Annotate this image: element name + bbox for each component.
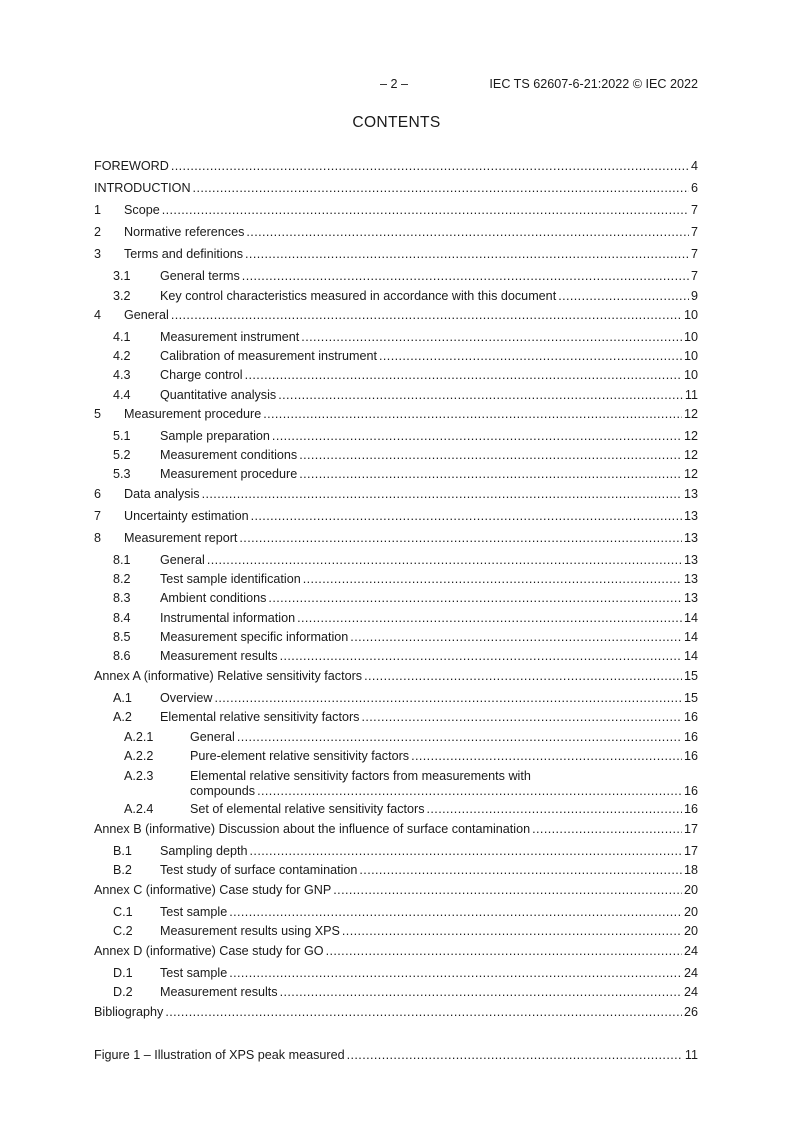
dot-leader <box>342 923 682 939</box>
dot-leader <box>242 268 689 284</box>
dot-leader <box>268 590 682 606</box>
toc-entry-number: D.2 <box>113 985 133 999</box>
toc-entry-page: 24 <box>683 985 698 999</box>
toc-entry-page: 7 <box>690 269 698 283</box>
toc-entry-page: 10 <box>683 308 698 322</box>
dot-leader <box>361 709 682 725</box>
dot-leader <box>245 367 682 383</box>
dot-leader <box>379 348 682 364</box>
toc-entry[interactable] <box>94 508 698 524</box>
toc-entry-title: Elemental relative sensitivity factors from measurements with <box>190 769 531 783</box>
dot-leader <box>272 428 682 444</box>
toc-entry[interactable] <box>94 923 698 939</box>
toc-entry-title: Key control characteristics measured in accordance with this document <box>160 289 557 303</box>
toc-entry-page: 10 <box>683 368 698 382</box>
toc-entry-number: 5 <box>94 407 102 421</box>
dot-leader <box>250 843 682 859</box>
toc-entry-title: Ambient conditions <box>160 591 267 605</box>
toc-entry-title: Test study of surface contamination <box>160 863 358 877</box>
dot-leader <box>207 552 682 568</box>
toc-entry-page: 12 <box>683 407 698 421</box>
toc-entry-page: 13 <box>683 553 698 567</box>
toc-entry-title: Bibliography <box>94 1005 164 1019</box>
toc-entry-number: B.2 <box>113 863 132 877</box>
toc-entry-number: 8.3 <box>113 591 131 605</box>
toc-entry[interactable] <box>94 821 698 837</box>
toc-entry-title: Terms and definitions <box>124 247 244 261</box>
document-id: IEC TS 62607-6-21:2022 © IEC 2022 <box>489 77 698 91</box>
toc-entry-number: A.2.4 <box>124 802 154 816</box>
toc-entry-page: 10 <box>683 349 698 363</box>
toc-entry-title: General <box>124 308 169 322</box>
toc-entry[interactable] <box>94 466 698 482</box>
toc-entry[interactable] <box>94 610 698 626</box>
toc-entry[interactable] <box>94 387 698 403</box>
toc-entry-number: 8.4 <box>113 611 131 625</box>
toc-entry-number: 8.1 <box>113 553 131 567</box>
toc-entry-number: C.1 <box>113 905 133 919</box>
toc-entry-title: General <box>190 730 235 744</box>
toc-entry-number: 3.1 <box>113 269 131 283</box>
dot-leader <box>303 571 682 587</box>
toc-entry-number: 4.2 <box>113 349 131 363</box>
toc-entry-title: General <box>160 553 205 567</box>
toc-entry-title: Sample preparation <box>160 429 270 443</box>
toc-entry-title: General terms <box>160 269 240 283</box>
toc-entry-page: 7 <box>690 203 698 217</box>
toc-entry[interactable] <box>94 571 698 587</box>
toc-entry-page: 16 <box>683 710 698 724</box>
toc-entry-title: Measurement procedure <box>160 467 298 481</box>
toc-entry-title: Charge control <box>160 368 243 382</box>
toc-entry-title: Set of elemental relative sensitivity factors <box>190 802 425 816</box>
toc-entry[interactable] <box>94 428 698 444</box>
dot-leader <box>193 180 689 196</box>
toc-entry-page: 12 <box>683 448 698 462</box>
dot-leader <box>165 1004 682 1020</box>
dot-leader <box>251 508 682 524</box>
toc-entry[interactable] <box>94 1047 698 1063</box>
toc-entry[interactable] <box>94 748 698 764</box>
page-header <box>0 77 698 93</box>
toc-entry-title-continuation: compounds <box>190 784 256 798</box>
dot-leader <box>246 224 689 240</box>
toc-entry-number: A.2 <box>113 710 132 724</box>
toc-entry-page: 14 <box>683 611 698 625</box>
dot-leader <box>301 329 682 345</box>
toc-entry[interactable] <box>94 288 698 304</box>
dot-leader <box>162 202 689 218</box>
toc-entry-page: 24 <box>683 966 698 980</box>
toc-entry[interactable] <box>94 268 698 284</box>
dot-leader <box>359 862 682 878</box>
dot-leader <box>347 1047 683 1063</box>
toc-entry-page: 20 <box>683 924 698 938</box>
dot-leader <box>237 729 682 745</box>
toc-entry-title: Uncertainty estimation <box>124 509 249 523</box>
toc-entry[interactable] <box>94 668 698 684</box>
toc-entry[interactable] <box>94 158 698 174</box>
toc-entry-page: 13 <box>683 487 698 501</box>
toc-entry-title: Measurement procedure <box>124 407 262 421</box>
toc-entry-number: 3.2 <box>113 289 131 303</box>
dot-leader <box>239 530 682 546</box>
toc-entry-page: 12 <box>683 467 698 481</box>
toc-entry-page: 26 <box>683 1005 698 1019</box>
toc-entry[interactable] <box>94 1004 698 1020</box>
toc-entry-page: 4 <box>690 159 698 173</box>
toc-entry-page: 18 <box>683 863 698 877</box>
toc-entry[interactable] <box>94 965 698 981</box>
toc-entry-title: Elemental relative sensitivity factors <box>160 710 360 724</box>
toc-entry-page: 6 <box>690 181 698 195</box>
toc-entry-title: Annex D (informative) Case study for GO <box>94 944 324 958</box>
toc-entry-page: 10 <box>683 330 698 344</box>
toc-entry-title: Measurement results <box>160 649 278 663</box>
toc-entry[interactable] <box>94 629 698 645</box>
toc-entry-number: 5.2 <box>113 448 131 462</box>
toc-entry[interactable] <box>94 690 698 706</box>
dot-leader <box>299 447 682 463</box>
toc-entry-title: Figure 1 – Illustration of XPS peak measured <box>94 1048 345 1062</box>
dot-leader <box>245 246 689 262</box>
toc-entry-title: Annex B (informative) Discussion about the influence of surface contamination <box>94 822 531 836</box>
toc-entry-title: INTRODUCTION <box>94 181 191 195</box>
toc-entry-continuation[interactable] <box>94 783 698 799</box>
toc-entry[interactable] <box>94 904 698 920</box>
page-title: CONTENTS <box>352 114 441 131</box>
toc-entry-title: Annex A (informative) Relative sensitivity factors <box>94 669 363 683</box>
toc-entry-title: Test sample <box>160 905 228 919</box>
toc-entry-number: 3 <box>94 247 102 261</box>
dot-leader <box>558 288 689 304</box>
toc-entry-page: 13 <box>683 531 698 545</box>
toc-entry-number: 1 <box>94 203 102 217</box>
toc-entry-title: Test sample <box>160 966 228 980</box>
toc-entry-page: 7 <box>690 247 698 261</box>
toc-entry-number: 8 <box>94 531 102 545</box>
dot-leader <box>299 466 682 482</box>
toc-entry-page: 16 <box>683 749 698 763</box>
dot-leader <box>278 387 683 403</box>
toc-entry[interactable] <box>94 590 698 606</box>
toc-entry[interactable] <box>94 367 698 383</box>
toc-entry[interactable] <box>94 801 698 817</box>
toc-entry-page: 17 <box>683 844 698 858</box>
toc-entry-number: A.2.1 <box>124 730 154 744</box>
dot-leader <box>364 668 682 684</box>
toc-entry-title: Sampling depth <box>160 844 248 858</box>
toc-entry-page: 16 <box>683 784 698 798</box>
dot-leader <box>411 748 682 764</box>
dot-leader <box>280 648 682 664</box>
toc-entry-title: Test sample identification <box>160 572 301 586</box>
toc-entry[interactable] <box>94 348 698 364</box>
toc-entry-page: 14 <box>683 649 698 663</box>
toc-entry-page: 17 <box>683 822 698 836</box>
toc-entry[interactable] <box>94 530 698 546</box>
toc-entry-page: 16 <box>683 730 698 744</box>
toc-entry[interactable] <box>94 552 698 568</box>
toc-entry-number: 8.2 <box>113 572 131 586</box>
toc-entry-title: Pure-element relative sensitivity factors <box>190 749 410 763</box>
toc-entry[interactable] <box>94 180 698 196</box>
toc-entry-number: 6 <box>94 487 102 501</box>
toc-entry[interactable] <box>94 329 698 345</box>
toc-entry-page: 7 <box>690 225 698 239</box>
toc-entry-page: 15 <box>683 691 698 705</box>
toc-entry[interactable] <box>94 447 698 463</box>
toc-entry-title: Measurement results using XPS <box>160 924 340 938</box>
dot-leader <box>229 965 682 981</box>
toc-entry[interactable] <box>94 862 698 878</box>
toc-entry-number: C.2 <box>113 924 133 938</box>
toc-entry-number: 4 <box>94 308 102 322</box>
toc-entry-title: FOREWORD <box>94 159 169 173</box>
toc-entry-title: Normative references <box>124 225 245 239</box>
toc-entry-title: Measurement results <box>160 985 278 999</box>
toc-entry-page: 14 <box>683 630 698 644</box>
toc-entry-page: 20 <box>683 905 698 919</box>
toc-entry-number: A.2.2 <box>124 749 154 763</box>
dot-leader <box>214 690 682 706</box>
toc-entry[interactable] <box>94 984 698 1000</box>
toc-entry-title: Measurement instrument <box>160 330 300 344</box>
toc-entry-number: 4.4 <box>113 388 131 402</box>
toc-entry[interactable] <box>94 882 698 898</box>
toc-entry-number: 8.5 <box>113 630 131 644</box>
dot-leader <box>350 629 682 645</box>
toc-entry[interactable] <box>94 648 698 664</box>
toc-entry-page: 20 <box>683 883 698 897</box>
dot-leader <box>202 486 682 502</box>
toc-entry[interactable] <box>94 486 698 502</box>
dot-leader <box>427 801 682 817</box>
dot-leader <box>229 904 682 920</box>
toc-entry[interactable] <box>94 729 698 745</box>
toc-entry-number: 7 <box>94 509 102 523</box>
toc-entry-page: 12 <box>683 429 698 443</box>
toc-entry-page: 11 <box>684 388 698 402</box>
dot-leader <box>326 943 682 959</box>
page-number: – 2 – <box>380 77 409 91</box>
toc-entry[interactable] <box>94 246 698 262</box>
toc-entry-number: B.1 <box>113 844 132 858</box>
toc-entry-title: Measurement report <box>124 531 238 545</box>
toc-entry-title: Measurement conditions <box>160 448 298 462</box>
toc-entry[interactable] <box>94 709 698 725</box>
dot-leader <box>263 406 682 422</box>
toc-entry[interactable] <box>94 843 698 859</box>
toc-entry-page: 24 <box>683 944 698 958</box>
dot-leader <box>171 307 682 323</box>
toc-entry-number: 5.3 <box>113 467 131 481</box>
dot-leader <box>280 984 682 1000</box>
dot-leader <box>532 821 682 837</box>
toc-entry-title: Overview <box>160 691 213 705</box>
toc-entry-page: 13 <box>683 572 698 586</box>
toc-entry-number: A.1 <box>113 691 132 705</box>
toc-entry-number: 2 <box>94 225 102 239</box>
toc-entry-title: Quantitative analysis <box>160 388 277 402</box>
toc-entry[interactable] <box>94 768 698 784</box>
toc-entry-number: 8.6 <box>113 649 131 663</box>
dot-leader <box>297 610 682 626</box>
toc-entry-title: Measurement specific information <box>160 630 349 644</box>
toc-entry-number: A.2.3 <box>124 769 154 783</box>
toc-entry-number: 4.1 <box>113 330 131 344</box>
toc-entry-page: 15 <box>683 669 698 683</box>
toc-entry-page: 13 <box>683 591 698 605</box>
dot-leader <box>333 882 682 898</box>
toc-entry-title: Annex C (informative) Case study for GNP <box>94 883 332 897</box>
toc-entry[interactable] <box>94 943 698 959</box>
toc-entry-page: 13 <box>683 509 698 523</box>
toc-entry-number: D.1 <box>113 966 133 980</box>
toc-entry-number: 4.3 <box>113 368 131 382</box>
dot-leader <box>257 783 682 799</box>
toc-entry-title: Instrumental information <box>160 611 296 625</box>
toc-entry-page: 16 <box>683 802 698 816</box>
toc-entry-title: Calibration of measurement instrument <box>160 349 377 363</box>
dot-leader <box>171 158 689 174</box>
toc-entry[interactable] <box>94 202 698 218</box>
toc-entry-page: 11 <box>684 1048 698 1062</box>
toc-entry[interactable] <box>94 406 698 422</box>
toc-entry-title: Scope <box>124 203 160 217</box>
toc-entry[interactable] <box>94 224 698 240</box>
toc-entry-title: Data analysis <box>124 487 200 501</box>
toc-entry-number: 5.1 <box>113 429 131 443</box>
toc-entry[interactable] <box>94 307 698 323</box>
toc-entry-page: 9 <box>690 289 698 303</box>
